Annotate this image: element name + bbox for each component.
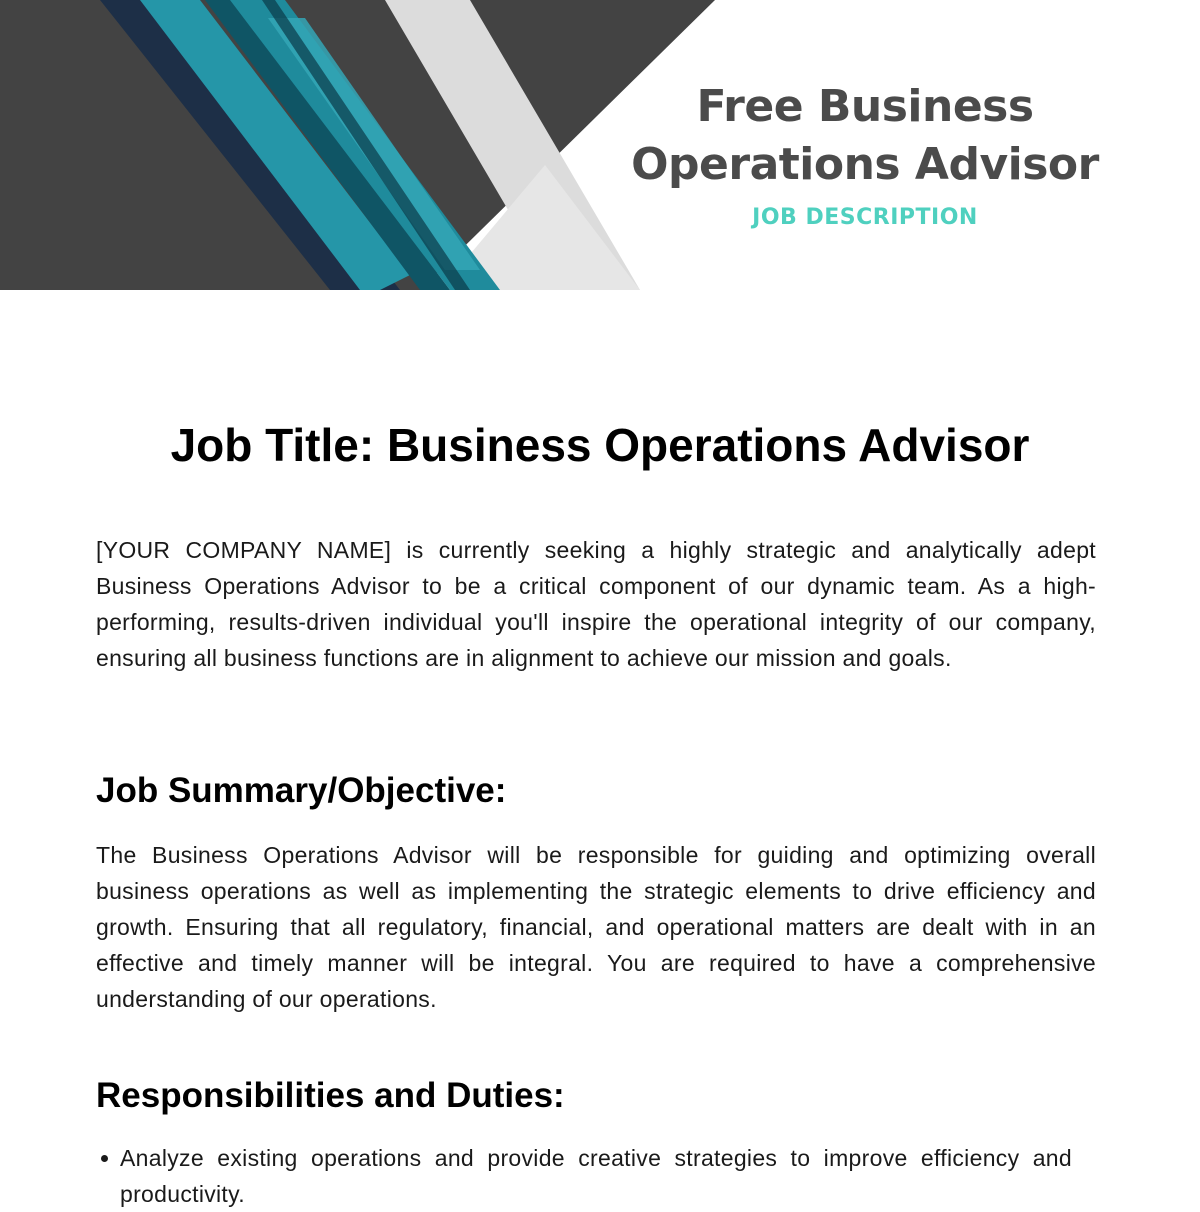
banner-subtitle: JOB DESCRIPTION <box>752 205 978 230</box>
summary-paragraph: The Business Operations Advisor will be responsible for guiding and optimizing overall business operations as well as implementing the strategic elements to drive efficiency and growth. Ensuring that all regulatory, financial, and operational matters are dealt with in an effective and timely manner will be integral. You are required to have a comprehensive understanding of our operations. <box>96 842 1096 1012</box>
summary-heading: Job Summary/Objective: <box>96 771 507 810</box>
responsibilities-heading: Responsibilities and Duties: <box>96 1076 565 1115</box>
header-banner <box>0 0 1200 290</box>
list-item <box>96 1140 1072 1212</box>
responsibilities-list <box>96 1140 1072 1212</box>
intro-paragraph: [YOUR COMPANY NAME] is currently seeking a highly strategic and analytically adept Business Operations Advisor to be a critical component of our dynamic team. As a high-performing, results-driven individual you'll inspire the operational integrity of our company, ensuring all business functions are in alignment to achieve our mission and goals. <box>96 537 1096 671</box>
page-title: Job Title: Business Operations Advisor <box>170 419 1030 471</box>
bullet-icon <box>101 1155 108 1162</box>
list-item-text: Analyze existing operations and provide creative strategies to improve efficiency and productivity. <box>120 1145 1072 1207</box>
banner-title: Free Business Operations Advisor <box>631 81 1099 190</box>
